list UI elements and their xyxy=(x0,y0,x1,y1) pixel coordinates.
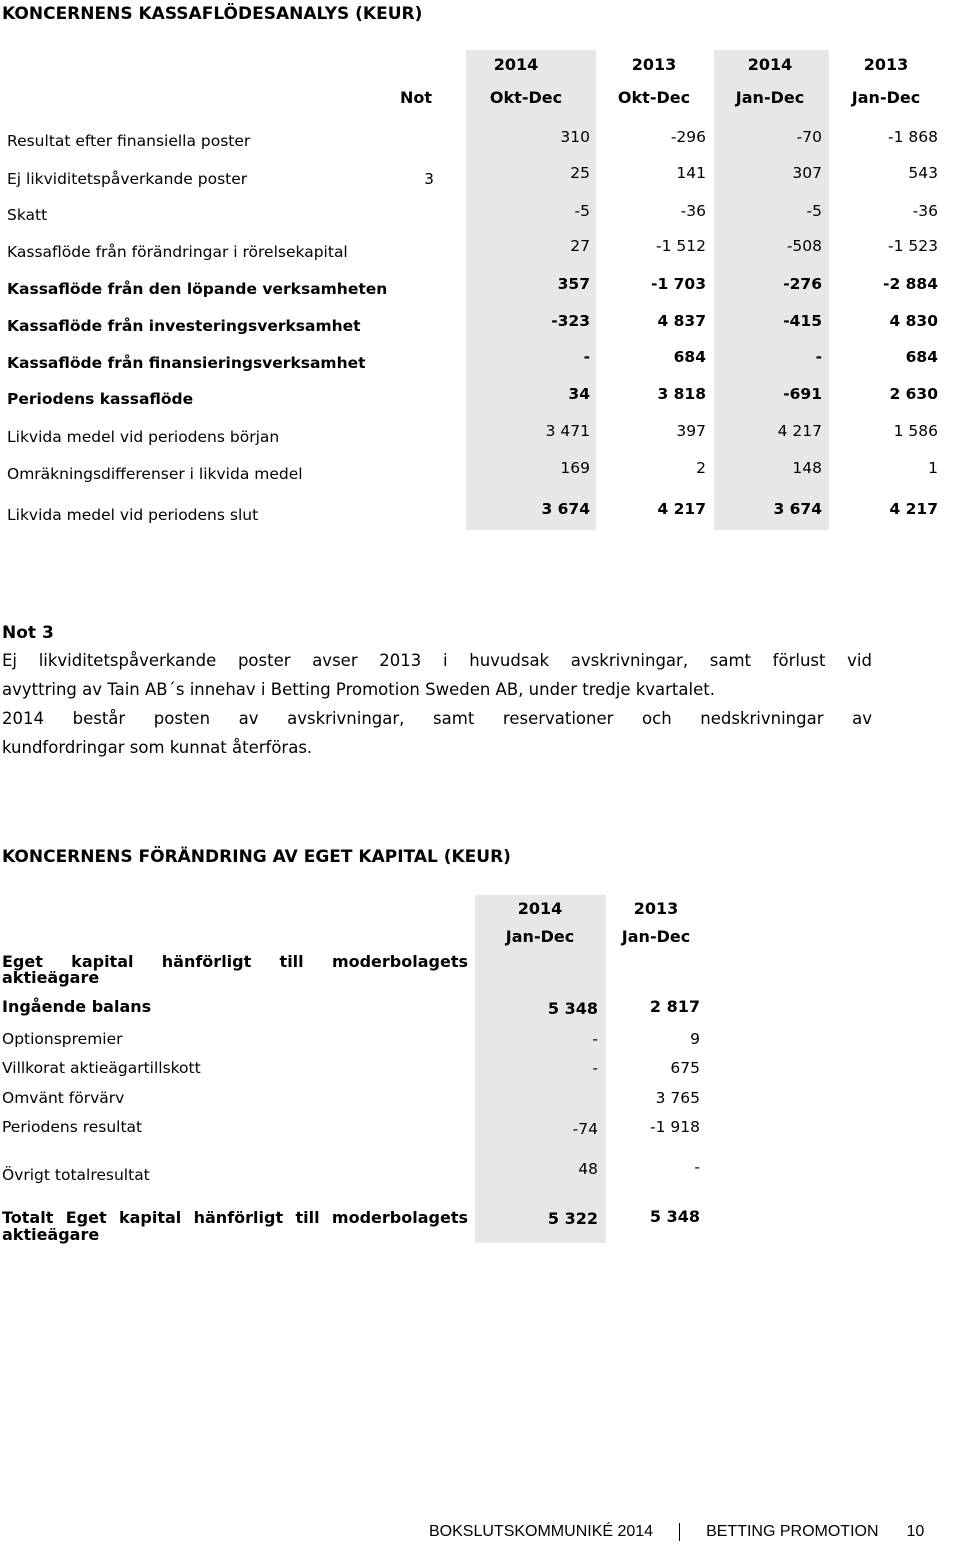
equity-header-label-line1: Eget kapital hänförligt till moderbolagets xyxy=(2,952,468,971)
cashflow-cell: 3 471 xyxy=(545,422,590,440)
equity-row-label: Övrigt totalresultat xyxy=(2,1166,150,1184)
cashflow-col-1-period: Okt-Dec xyxy=(489,88,563,107)
note3-line: avyttring av Tain AB´s innehav i Betting Promotion Sweden AB, under tredje kvartalet. xyxy=(2,680,715,699)
cashflow-cell: -1 523 xyxy=(888,237,938,255)
equity-cell: 48 xyxy=(578,1160,598,1178)
equity-row-label: Ingående balans xyxy=(2,997,152,1016)
equity-cell: - xyxy=(592,1059,598,1077)
cashflow-cell: 2 xyxy=(696,459,706,477)
cashflow-row-label: Kassaflöde från investeringsverksamhet xyxy=(7,317,361,335)
cashflow-row-label: Kassaflöde från förändringar i rörelsekapital xyxy=(7,243,348,261)
equity-cell: 9 xyxy=(690,1030,700,1048)
cashflow-col-1-year: 2014 xyxy=(493,55,539,74)
footer-company: BETTING PROMOTION xyxy=(706,1523,879,1541)
cashflow-row-label: Resultat efter finansiella poster xyxy=(7,132,251,150)
cashflow-cell: 169 xyxy=(560,459,590,477)
equity-cell: -1 918 xyxy=(650,1118,700,1136)
cashflow-cell: -276 xyxy=(783,275,822,293)
cashflow-cell: -323 xyxy=(551,312,590,330)
cashflow-cell: -1 868 xyxy=(888,128,938,146)
cashflow-cell: 4 217 xyxy=(777,422,822,440)
cashflow-cell: 684 xyxy=(673,348,706,366)
cashflow-cell: 34 xyxy=(568,385,590,403)
equity-col-2-period: Jan-Dec xyxy=(621,927,691,946)
note3-line: kundfordringar som kunnat återföras. xyxy=(2,738,313,757)
equity-total-label-line1: Totalt Eget kapital hänförligt till moderbolagets xyxy=(2,1208,468,1227)
cashflow-cell: 3 818 xyxy=(657,385,706,403)
cashflow-cell: 310 xyxy=(560,128,590,146)
cashflow-cell: -2 884 xyxy=(883,275,938,293)
cashflow-col-4-year: 2013 xyxy=(863,55,909,74)
cashflow-row-label: Likvida medel vid periodens slut xyxy=(7,506,259,524)
cashflow-cell: 3 674 xyxy=(773,500,822,518)
cashflow-cell: 27 xyxy=(570,237,590,255)
cashflow-row-label: Likvida medel vid periodens början xyxy=(7,428,280,446)
cashflow-cell: 684 xyxy=(905,348,938,366)
cashflow-cell: 307 xyxy=(792,164,822,182)
cashflow-cell: 3 674 xyxy=(541,500,590,518)
cashflow-cell: 4 217 xyxy=(889,500,938,518)
note3-line: Ej likviditetspåverkande poster avser 2013 i huvudsak avskrivningar, samt förlust vid xyxy=(2,651,872,670)
cashflow-cell: -5 xyxy=(574,202,590,220)
cashflow-row-label: Periodens kassaflöde xyxy=(7,390,194,408)
cashflow-cell: 357 xyxy=(557,275,590,293)
equity-total-cell: 5 348 xyxy=(649,1207,700,1226)
cashflow-cell: 1 586 xyxy=(893,422,938,440)
cashflow-col-3-year: 2014 xyxy=(747,55,793,74)
footer-page-number: 10 xyxy=(906,1523,925,1541)
cashflow-cell: 2 630 xyxy=(889,385,938,403)
equity-header-label-line2: aktieägare xyxy=(2,968,100,987)
cashflow-cell: - xyxy=(583,348,590,366)
cashflow-cell: 141 xyxy=(676,164,706,182)
cashflow-col-2-period: Okt-Dec xyxy=(617,88,691,107)
cashflow-cell: -691 xyxy=(783,385,822,403)
cashflow-cell: -1 512 xyxy=(656,237,706,255)
cashflow-row-label: Kassaflöde från den löpande verksamheten xyxy=(7,280,388,298)
cashflow-cell: - xyxy=(815,348,822,366)
equity-cell: -74 xyxy=(572,1120,598,1138)
cashflow-cell: 4 837 xyxy=(657,312,706,330)
cashflow-cell: 25 xyxy=(570,164,590,182)
cashflow-row-note: 3 xyxy=(424,170,434,188)
cashflow-row-label: Kassaflöde från finansieringsverksamhet xyxy=(7,354,366,372)
cashflow-row-label: Skatt xyxy=(7,206,48,224)
cashflow-cell: -508 xyxy=(786,237,822,255)
equity-cell: - xyxy=(694,1158,700,1176)
equity-row-label: Optionspremier xyxy=(2,1030,123,1048)
equity-col-1-year: 2014 xyxy=(517,899,563,918)
cashflow-col-2-year: 2013 xyxy=(631,55,677,74)
equity-row-label: Periodens resultat xyxy=(2,1118,143,1136)
cashflow-cell: 148 xyxy=(792,459,822,477)
cashflow-not-header: Not xyxy=(399,88,432,107)
page-footer xyxy=(429,1523,924,1541)
cashflow-cell: 1 xyxy=(928,459,938,477)
cashflow-cell: -1 703 xyxy=(651,275,706,293)
cashflow-row-label: Omräkningsdifferenser i likvida medel xyxy=(7,465,303,483)
cashflow-cell: 4 830 xyxy=(889,312,938,330)
equity-cell: - xyxy=(592,1030,598,1048)
cashflow-cell: -296 xyxy=(670,128,706,146)
cashflow-col-3-period: Jan-Dec xyxy=(735,88,805,107)
cashflow-cell: -415 xyxy=(783,312,822,330)
footer-separator xyxy=(679,1523,680,1541)
equity-col-1-period: Jan-Dec xyxy=(505,927,575,946)
equity-row-label: Omvänt förvärv xyxy=(2,1089,125,1107)
cashflow-cell: -5 xyxy=(806,202,822,220)
cashflow-cell: 397 xyxy=(676,422,706,440)
equity-total-cell: 5 322 xyxy=(547,1209,598,1228)
cashflow-cell: 543 xyxy=(908,164,938,182)
cashflow-cell: -36 xyxy=(680,202,706,220)
cashflow-title: KONCERNENS KASSAFLÖDESANALYS (KEUR) xyxy=(2,4,423,24)
equity-col-2-year: 2013 xyxy=(633,899,679,918)
cashflow-cell: -36 xyxy=(912,202,938,220)
equity-total-label-line2: aktieägare xyxy=(2,1225,100,1244)
equity-title: KONCERNENS FÖRÄNDRING AV EGET KAPITAL (KEUR) xyxy=(2,847,511,867)
equity-cell: 5 348 xyxy=(547,999,598,1018)
equity-cell: 3 765 xyxy=(655,1089,700,1107)
equity-cell: 675 xyxy=(670,1059,700,1077)
note3-line: 2014 består posten av avskrivningar, samt reservationer och nedskrivningar av xyxy=(2,709,872,728)
note3-heading: Not 3 xyxy=(2,623,54,643)
cashflow-col-4-period: Jan-Dec xyxy=(851,88,921,107)
cashflow-cell: -70 xyxy=(796,128,822,146)
cashflow-row-label: Ej likviditetspåverkande poster xyxy=(7,170,248,188)
equity-row-label: Villkorat aktieägartillskott xyxy=(2,1059,201,1077)
footer-doc-title: BOKSLUTSKOMMUNIKÉ 2014 xyxy=(429,1523,654,1541)
cashflow-cell: 4 217 xyxy=(657,500,706,518)
equity-cell: 2 817 xyxy=(649,997,700,1016)
